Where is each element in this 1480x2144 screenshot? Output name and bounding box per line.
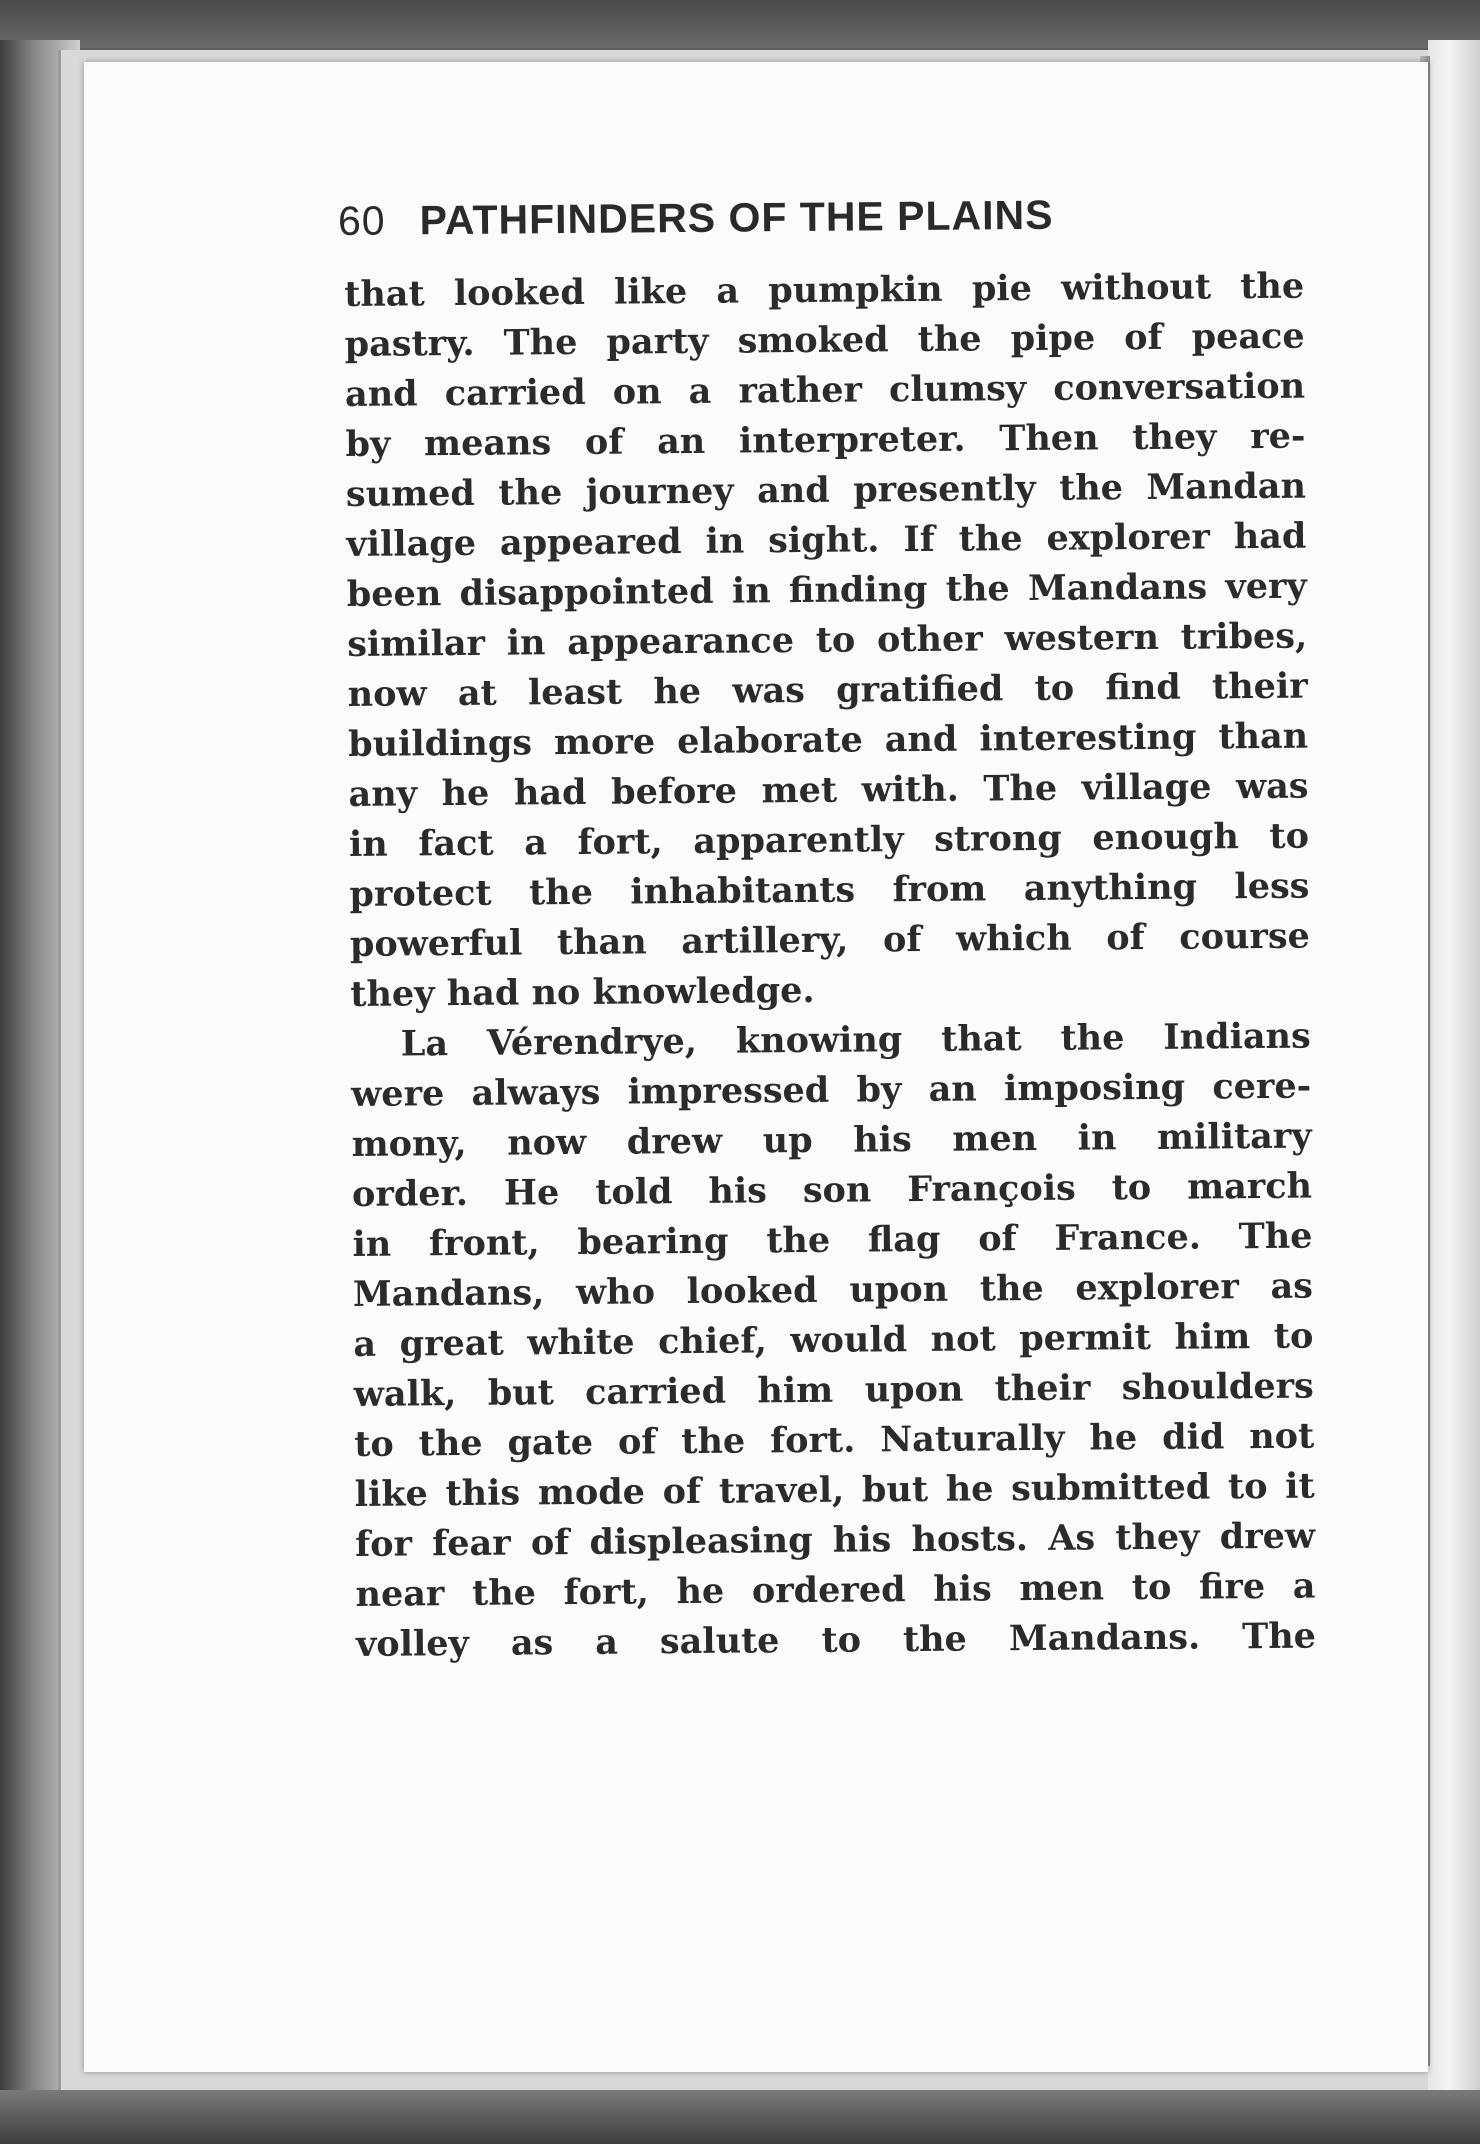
paragraph-start-line: La Vérendrye, knowing that the Indians [400,1015,1311,1065]
paragraph-end-line: they had no knowledge. [350,969,815,1015]
text-line: like this mode of travel, but he submitted to it [354,1465,1315,1515]
page-number: 60 [337,197,386,244]
text-line: a great white chief, would not permit him to [353,1315,1314,1365]
text-line: to the gate of the fort. Naturally he did not [354,1415,1315,1465]
text-line: now at least he was gratified to find their [347,665,1308,715]
running-head [338,190,1208,245]
text-line: near the fort, he ordered his men to fire a [355,1565,1316,1615]
text-line: for fear of displeasing his hosts. As they drew [354,1515,1316,1565]
text-line: were always impressed by an imposing cere- [351,1065,1312,1115]
text-line: similar in appearance to other western tribes, [347,615,1308,665]
facing-page-edge [1428,40,1480,2144]
text-line: walk, but carried him upon their shoulders [353,1365,1314,1415]
text-line: powerful than artillery, of which of course [349,915,1311,965]
text-line: Mandans, who looked upon the explorer as [352,1265,1314,1315]
text-line: village appeared in sight. If the explorer had [346,515,1307,565]
text-line: volley as a salute to the Mandans. The [355,1615,1317,1665]
body-text [344,262,1316,1670]
text-line: sumed the journey and presently the Mandan [345,465,1307,515]
text-line: by means of an interpreter. Then they re- [345,415,1306,465]
text-line: mony, now drew up his men in military [351,1115,1312,1165]
text-line: and carried on a rather clumsy conversation [344,365,1306,415]
text-line: in front, bearing the flag of France. The [352,1215,1313,1265]
text-line: any he had before met with. The village was [348,765,1309,815]
scan-bottom-margin [0,2090,1480,2144]
text-line: buildings more elaborate and interesting than [347,715,1309,765]
text-line: protect the inhabitants from anything less [349,865,1310,915]
text-line: order. He told his son François to march [351,1165,1313,1215]
text-line: been disappointed in finding the Mandans very [346,565,1307,615]
text-line: in fact a fort, apparently strong enough to [348,815,1310,865]
text-line: pastry. The party smoked the pipe of peace [344,315,1305,365]
text-line: that looked like a pumpkin pie without the [344,265,1305,315]
scan-top-margin [0,0,1480,48]
running-title: PATHFINDERS OF THE PLAINS [419,191,1054,244]
